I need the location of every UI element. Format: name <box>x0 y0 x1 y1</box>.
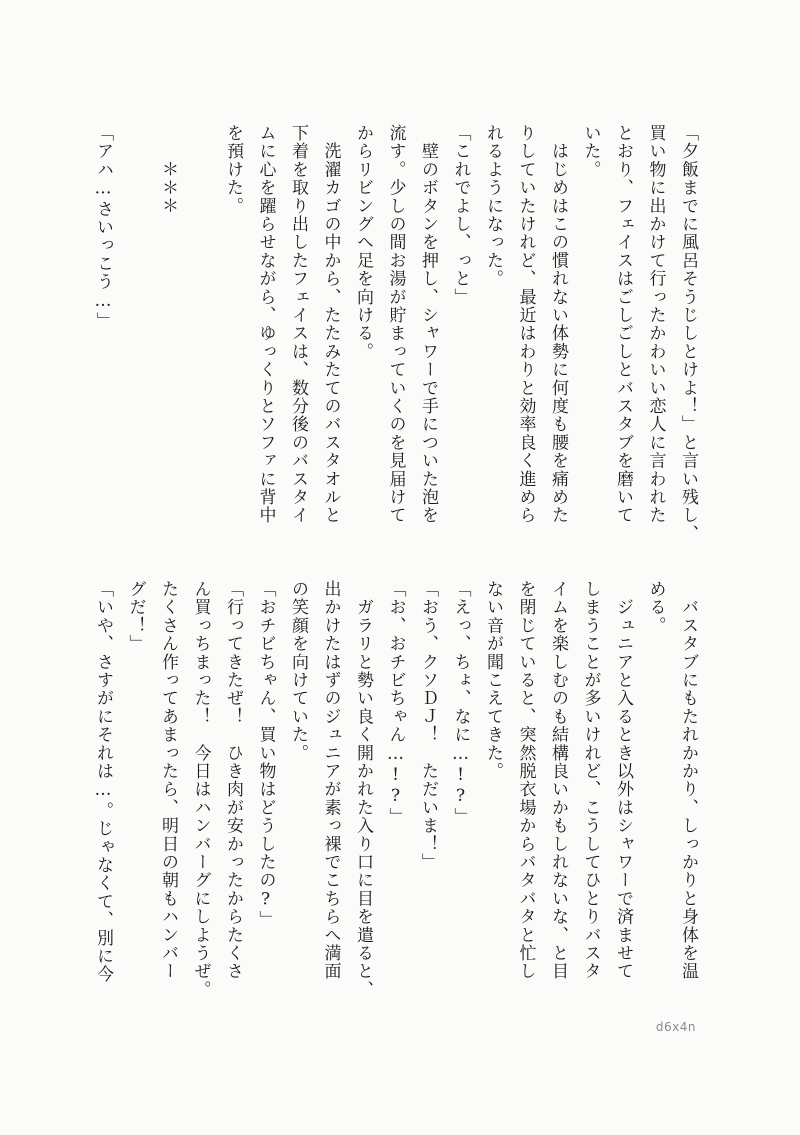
text-line: ＊＊＊ <box>158 124 178 215</box>
text-line <box>184 124 217 544</box>
text-line: 「いや、さすがにそれは…。じゃなくて、別に今 <box>93 580 113 984</box>
text-line: 壁のボタンを押し、シャワーで手についた泡を <box>418 124 438 525</box>
text-block-top <box>87 124 705 544</box>
text-line: はじめはこの慣れない体勢に何度も腰を痛めた <box>548 124 568 525</box>
text-line: とおり、フェイスはごしごしとバスタブを磨いて <box>613 124 633 525</box>
text-line: たくさん作ってあまったら、明日の朝もハンバー <box>158 580 178 981</box>
text-line: を預けた。 <box>223 124 243 215</box>
text-line: ガラリと勢い良く開かれた入り口に目を遣ると、 <box>353 580 373 999</box>
page-id: d6x4n <box>655 1020 696 1034</box>
text-line: 「これでよし、っと」 <box>450 124 471 306</box>
text-line: りしていたけれど、最近はわりと効率良く進めら <box>515 124 536 525</box>
text-line: 洗濯カゴの中から、たたみたてのバスタオルと <box>320 124 341 525</box>
text-line: 「えっ、ちょ、なに…!?」 <box>450 580 471 826</box>
text-line: からリビングへ足を向ける。 <box>353 124 373 361</box>
text-line: の笑顔を向けていた。 <box>288 580 308 762</box>
text-line: 「アハ…さいっこう…」 <box>93 124 113 331</box>
text-line: ムに心を躍らせながら、ゆっくりとソファに背中 <box>255 124 276 525</box>
text-line: 「夕飯までに風呂そうじしとけよ！」と言い残し、 <box>678 124 698 543</box>
text-line: しまうことが多いけれど、こうしてひとりバスタ <box>580 580 601 981</box>
text-line: いた。 <box>580 124 601 179</box>
text-line: 「おチビちゃん、買い物はどうしたの?」 <box>255 580 276 929</box>
text-line: バスタブにもたれかかり、しっかりと身体を温 <box>678 580 698 981</box>
text-line: を閉じていると、突然脱衣場からバタバタと忙し <box>515 580 536 981</box>
text-line: 「お、おチビちゃん…!?」 <box>385 580 406 826</box>
text-line: 買い物に出かけて行ったかわいい恋人に言われた <box>645 124 666 525</box>
text-line: ない音が聞こえてきた。 <box>483 580 503 781</box>
text-line: 下着を取り出したフェイスは、数分後のバスタイ <box>288 124 308 525</box>
text-line: グだ！」 <box>125 580 146 653</box>
text-line: 出かけたはずのジュニアが素っ裸でこちらへ満面 <box>320 580 341 981</box>
text-line <box>119 124 152 544</box>
text-line: イムを楽しむのも結構良いかもしれないな、と目 <box>548 580 568 981</box>
text-block-bottom <box>87 580 705 1020</box>
text-line: 「おう、クソＤＪ！ ただいま！」 <box>418 580 438 872</box>
text-line: める。 <box>645 580 666 635</box>
text-line: ん買っちまった！ 今日はハンバーグにしようぜ。 <box>190 580 211 999</box>
text-line: 「行ってきたぜ！ ひき肉が安かったからたくさ <box>223 580 243 981</box>
text-line: ジュニアと入るとき以外はシャワーで済ませて <box>613 580 633 981</box>
text-line: れるようになった。 <box>483 124 503 288</box>
text-line: 流す。少しの間お湯が貯まっていくのを見届けて <box>385 124 406 525</box>
